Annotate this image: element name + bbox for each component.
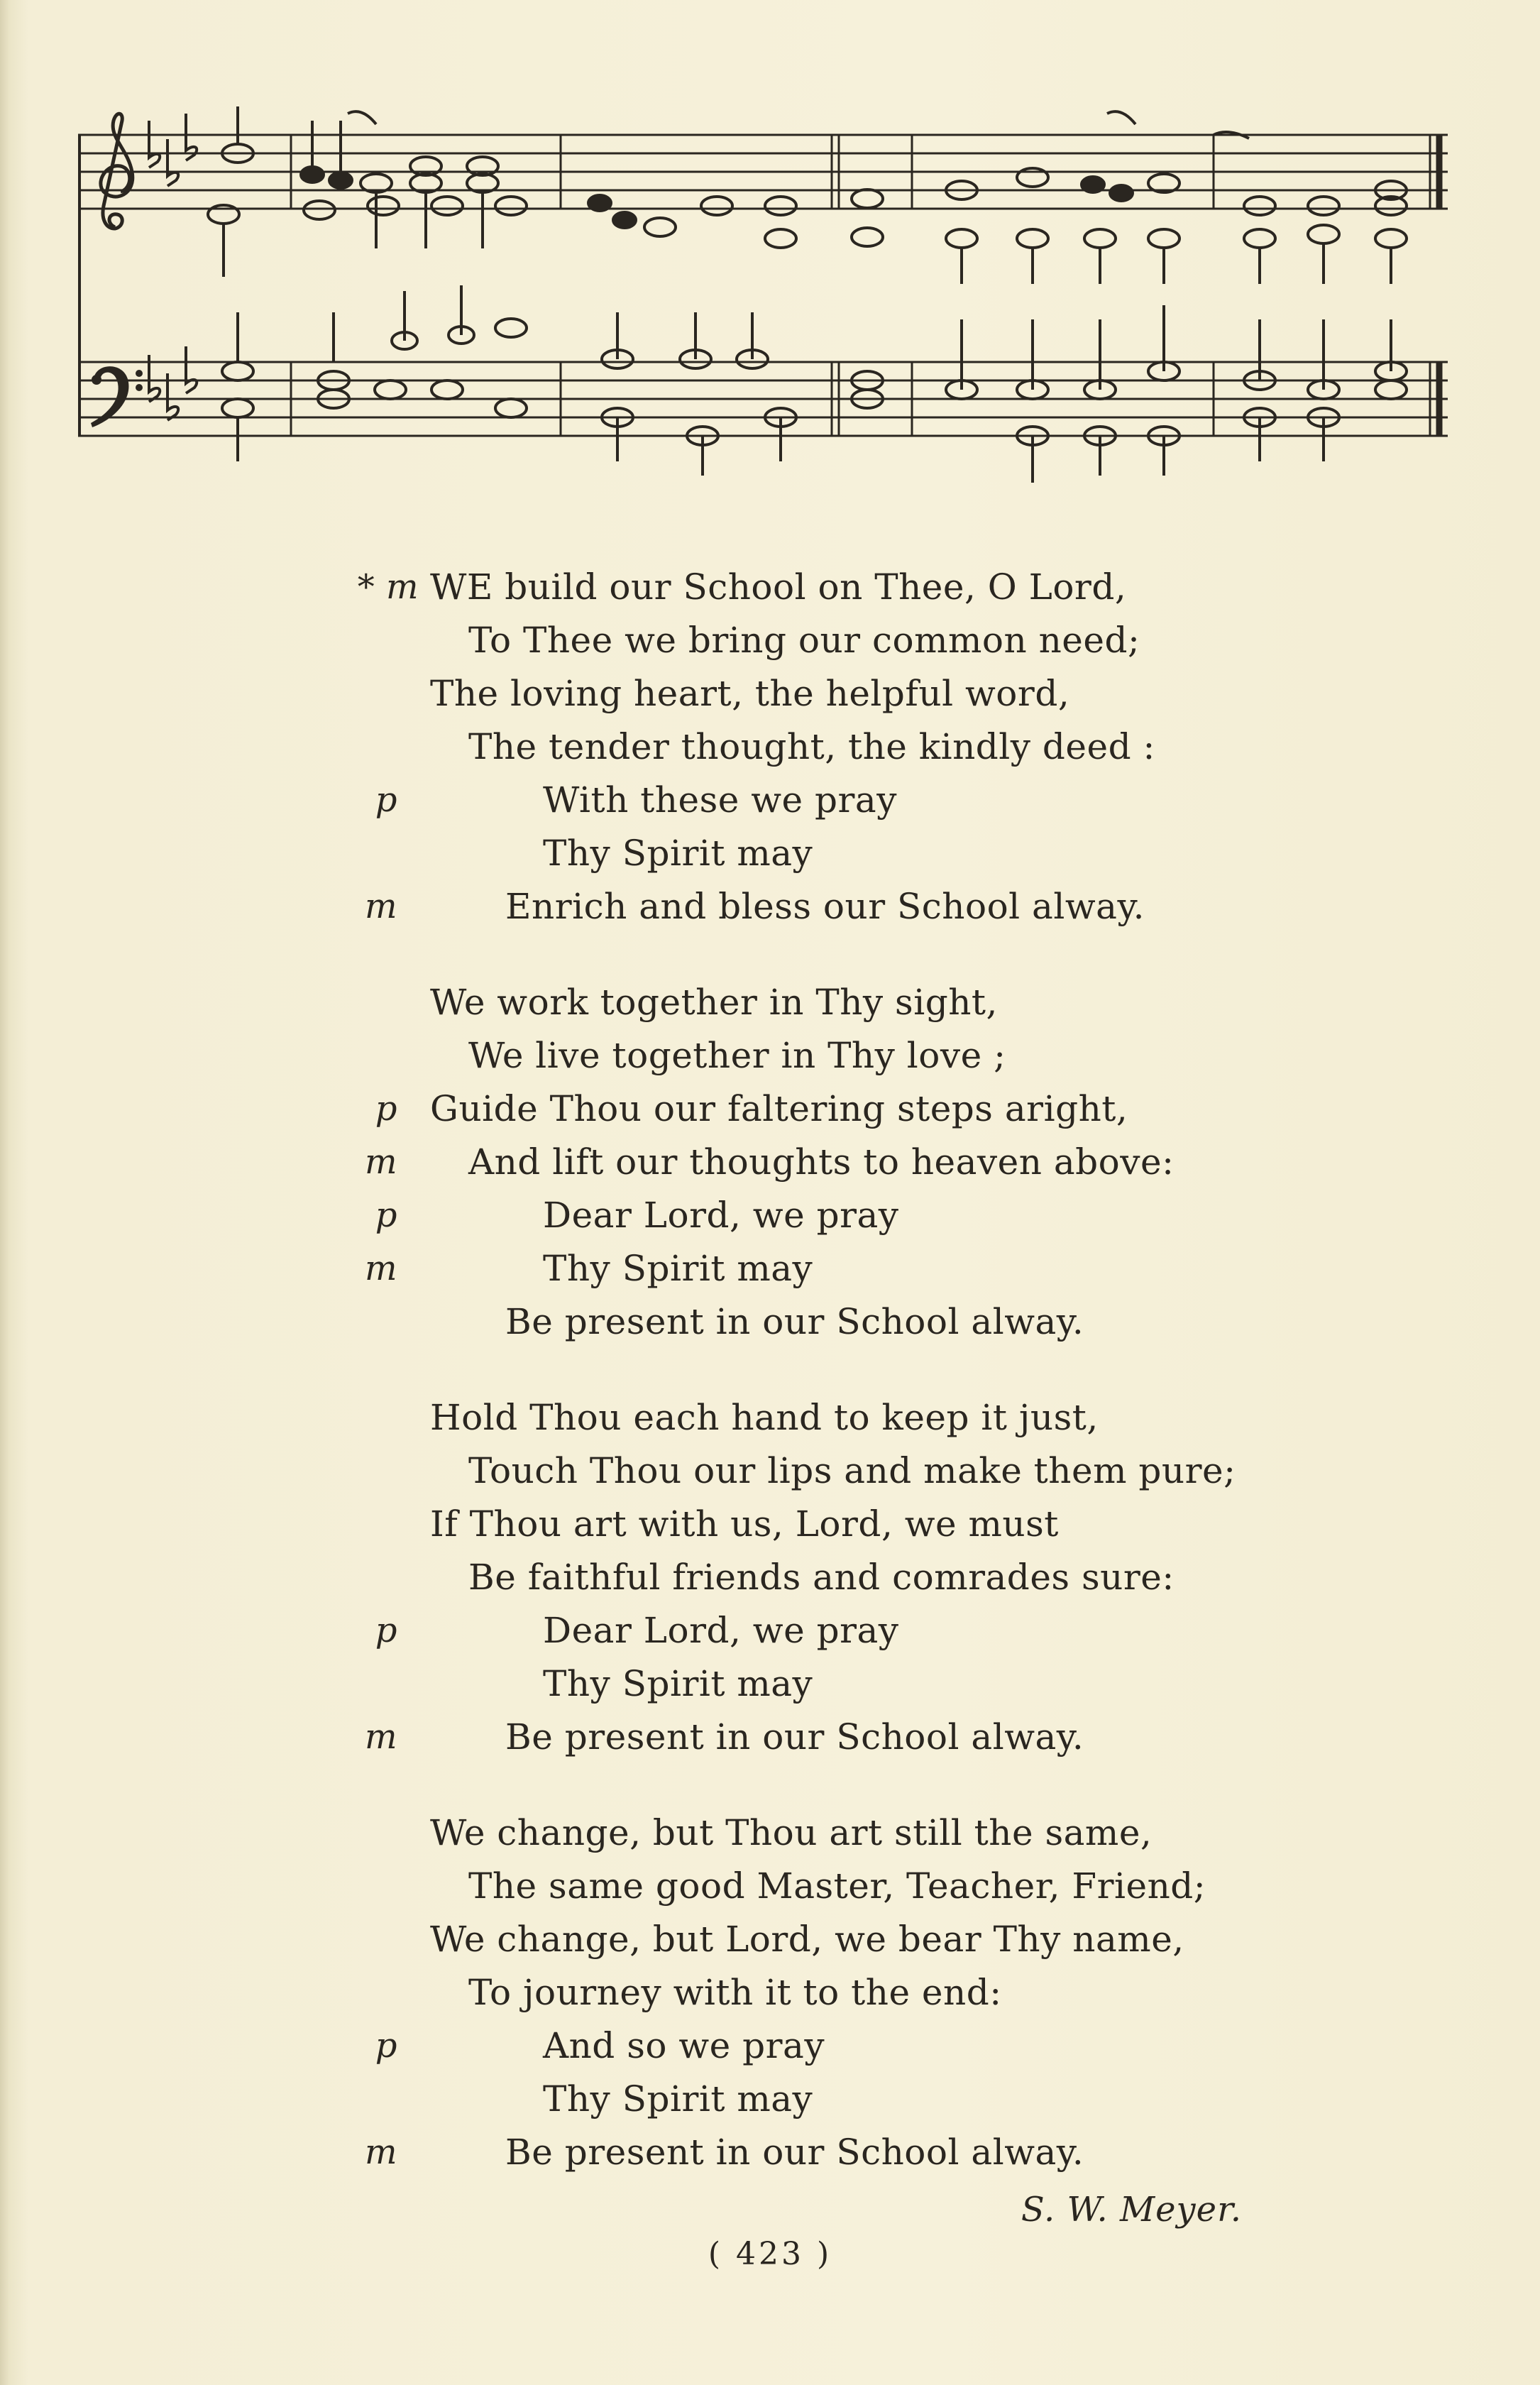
lyric-text: We work together in Thy sight, bbox=[430, 982, 998, 1023]
music-score bbox=[78, 106, 1448, 490]
hymn-line bbox=[0, 2126, 1540, 2179]
hymn-line bbox=[0, 1189, 1540, 1242]
hymn-line bbox=[0, 880, 1540, 933]
hymn-line bbox=[0, 976, 1540, 1029]
hymn-line bbox=[0, 720, 1540, 774]
dynamic-marking: p bbox=[375, 780, 397, 820]
lyric-text: We change, but Lord, we bear Thy name, bbox=[430, 1919, 1184, 1960]
lyric-text: Hold Thou each hand to keep it just, bbox=[430, 1397, 1099, 1438]
dynamic-marking: m bbox=[364, 1249, 397, 1288]
treble-notes bbox=[208, 106, 1407, 284]
dynamic-marking: p bbox=[375, 2026, 397, 2066]
hymn-line bbox=[0, 1295, 1540, 1349]
hymn-line bbox=[0, 1604, 1540, 1657]
lyric-text: Be present in our School alway. bbox=[505, 2132, 1084, 2173]
hymn-line bbox=[0, 1498, 1540, 1551]
lyric-text: WE build our School on Thee, O Lord, bbox=[430, 566, 1127, 608]
dynamic-marking: m bbox=[364, 887, 397, 926]
hymn-line bbox=[0, 827, 1540, 880]
lyric-text: Thy Spirit may bbox=[543, 833, 813, 874]
lyric-text: Thy Spirit may bbox=[543, 2078, 813, 2120]
lyric-text: Be faithful friends and comrades sure: bbox=[468, 1557, 1175, 1598]
lyric-text: Guide Thou our faltering steps aright, bbox=[430, 1088, 1128, 1129]
dynamic-marking: m bbox=[364, 1717, 397, 1757]
hymn-line bbox=[0, 774, 1540, 827]
lyric-text: The loving heart, the helpful word, bbox=[430, 673, 1070, 714]
lyric-text: We change, but Thou art still the same, bbox=[430, 1812, 1153, 1853]
lyric-text: Be present in our School alway. bbox=[505, 1716, 1084, 1758]
lyric-text: Thy Spirit may bbox=[543, 1663, 813, 1704]
lyric-text: If Thou art with us, Lord, we must bbox=[430, 1503, 1059, 1545]
lyric-text: Be present in our School alway. bbox=[505, 1301, 1084, 1342]
hymn-line bbox=[0, 1711, 1540, 1764]
lyric-text: Thy Spirit may bbox=[543, 1248, 813, 1289]
dynamic-marking: p bbox=[375, 1195, 397, 1235]
hymn-line bbox=[0, 667, 1540, 720]
hymn-line bbox=[0, 1242, 1540, 1295]
hymn-line bbox=[0, 2019, 1540, 2073]
dynamic-marking: p bbox=[375, 1089, 397, 1129]
lyric-text: To Thee we bring our common need; bbox=[468, 620, 1140, 661]
dynamic-marking: p bbox=[375, 1611, 397, 1650]
hymn-line bbox=[0, 561, 1540, 614]
lyric-text: The tender thought, the kindly deed : bbox=[468, 726, 1155, 767]
bass-notes bbox=[222, 285, 1407, 483]
lyric-text: And lift our thoughts to heaven above: bbox=[468, 1141, 1175, 1183]
lyric-text: Touch Thou our lips and make them pure; bbox=[468, 1450, 1236, 1491]
hymn-line bbox=[0, 1913, 1540, 1966]
page-number: ( 423 ) bbox=[708, 2236, 832, 2272]
lyric-text: With these we pray bbox=[543, 779, 897, 821]
hymn-line bbox=[0, 1860, 1540, 1913]
hymn-line bbox=[0, 1657, 1540, 1711]
dynamic-marking: * m bbox=[357, 567, 419, 607]
lyric-text: The same good Master, Teacher, Friend; bbox=[468, 1865, 1206, 1907]
lyric-text: Enrich and bless our School alway. bbox=[505, 886, 1145, 927]
key-signature-flats bbox=[149, 114, 197, 420]
hymn-line bbox=[0, 1391, 1540, 1444]
hymn-line bbox=[0, 614, 1540, 667]
hymn-line bbox=[0, 1806, 1540, 1860]
dynamic-marking: m bbox=[364, 1142, 397, 1182]
hymn-line bbox=[0, 1136, 1540, 1189]
hymn-line bbox=[0, 1966, 1540, 2019]
hymn-line bbox=[0, 1029, 1540, 1082]
hymn-line bbox=[0, 1444, 1540, 1498]
lyric-text: We live together in Thy love ; bbox=[468, 1035, 1006, 1076]
author-attribution: S. W. Meyer. bbox=[1021, 2190, 1242, 2230]
lyric-text: And so we pray bbox=[543, 2025, 825, 2066]
lyric-text: Dear Lord, we pray bbox=[543, 1610, 899, 1651]
lyric-text: To journey with it to the end: bbox=[468, 1972, 1002, 2013]
dynamic-marking: m bbox=[364, 2132, 397, 2172]
hymn-line bbox=[0, 2073, 1540, 2126]
hymn-line bbox=[0, 1551, 1540, 1604]
lyric-text: Dear Lord, we pray bbox=[543, 1195, 899, 1236]
hymn-line bbox=[0, 1082, 1540, 1136]
